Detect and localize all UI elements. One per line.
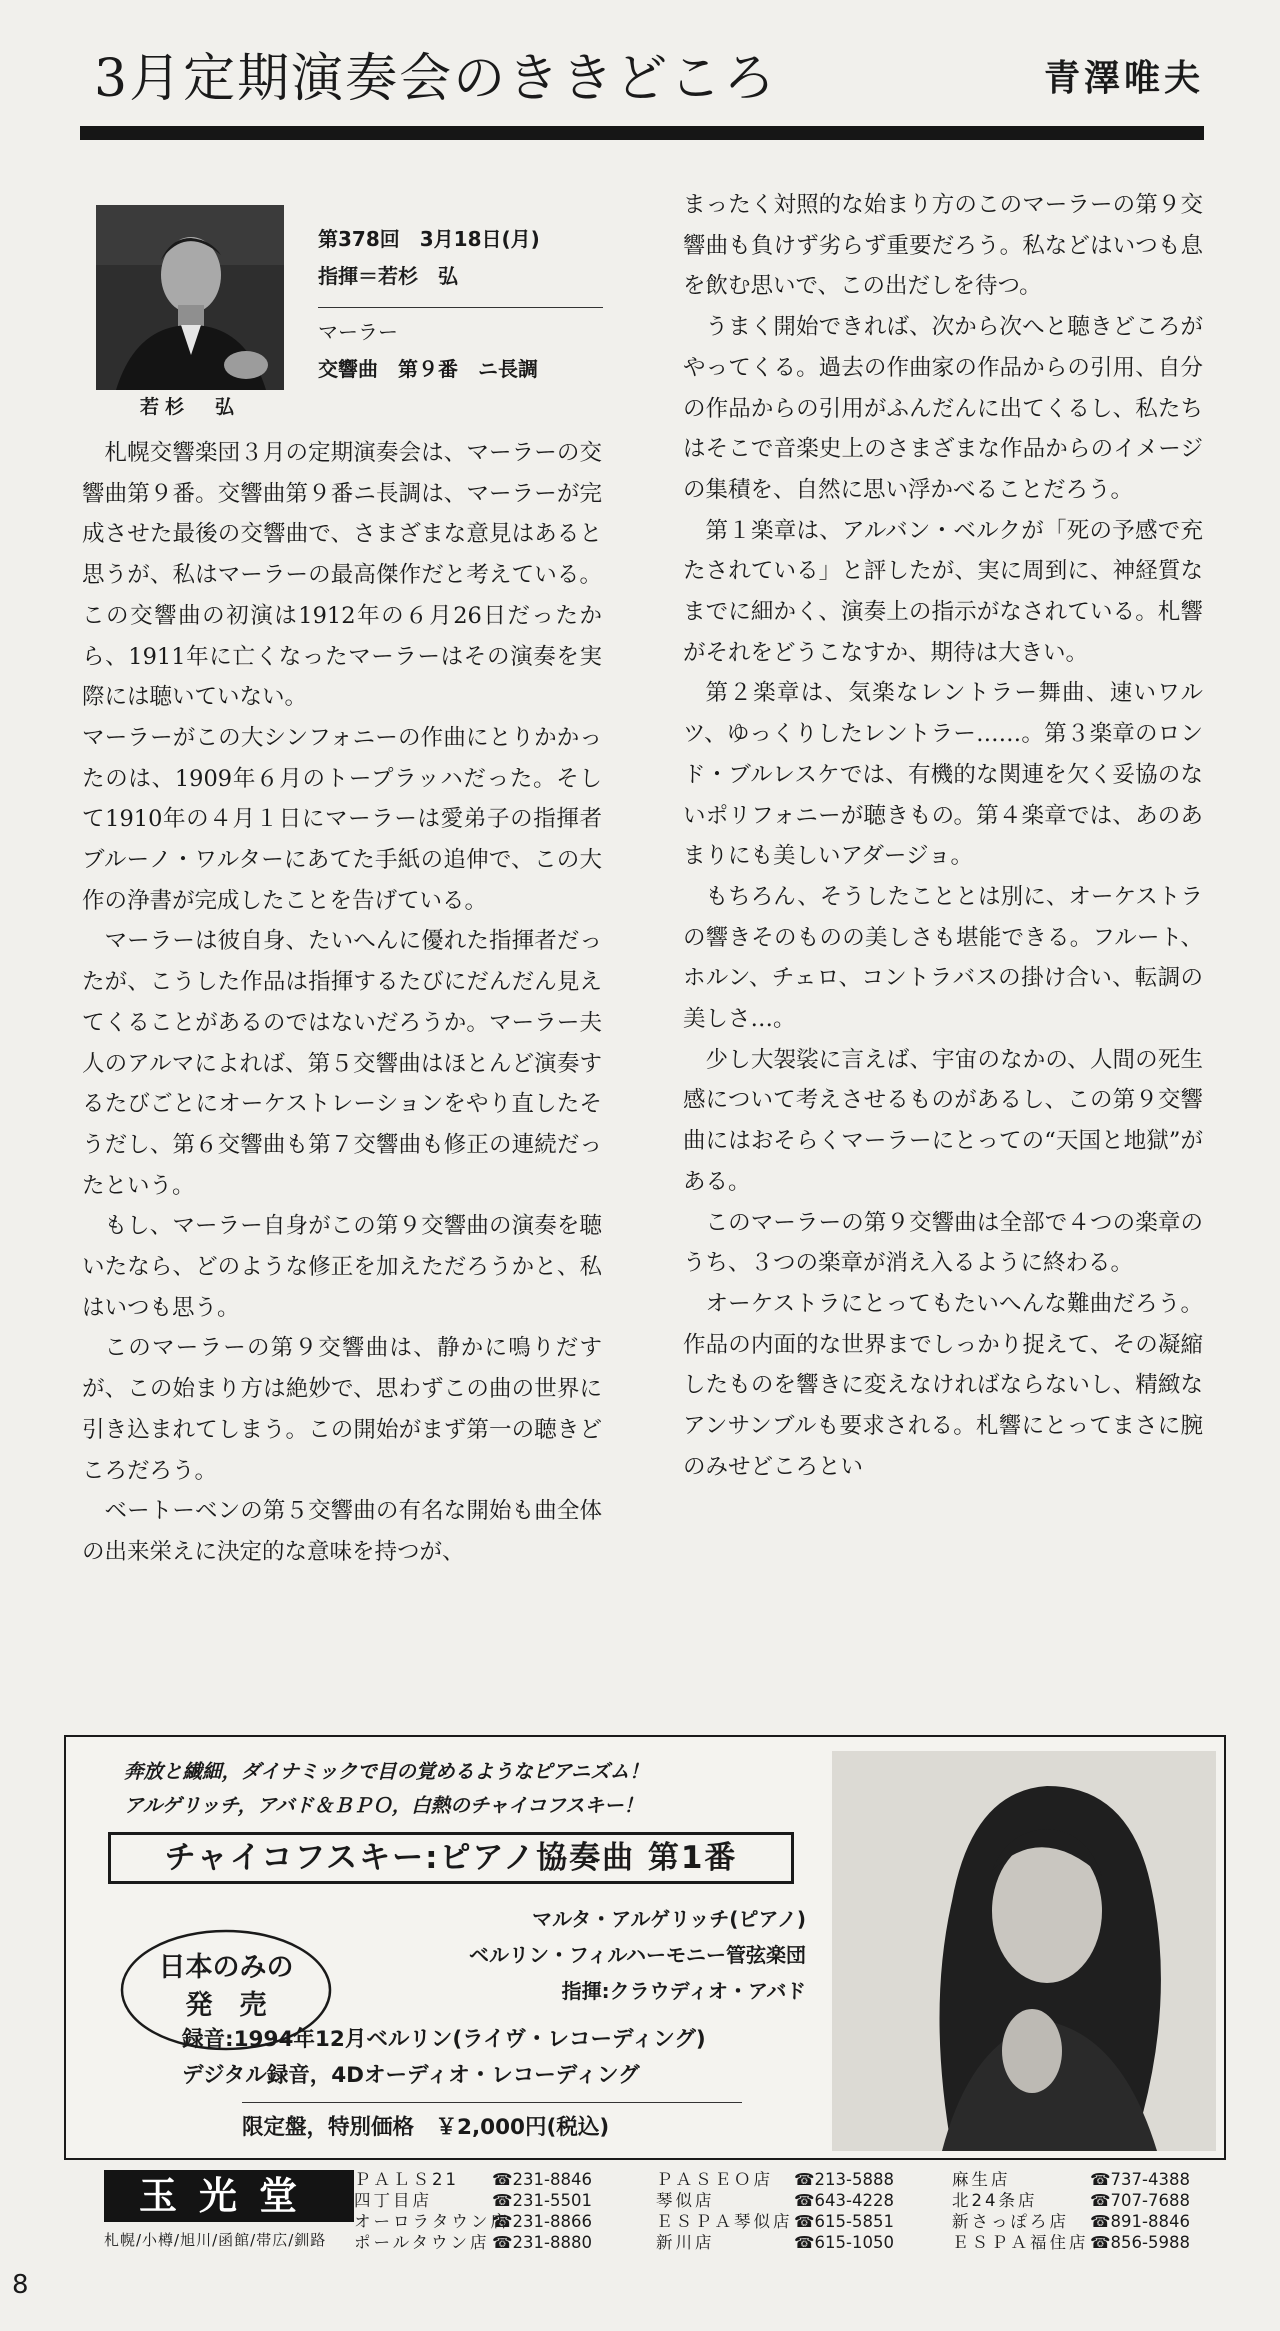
store-tel: ☎856-5988 bbox=[1090, 2233, 1190, 2252]
paragraph: このマーラーの第９交響曲は全部で４つの楽章のうち、３つの楽章が消え入るように終わる。 bbox=[683, 1209, 1203, 1277]
store-tel: ☎737-4388 bbox=[1090, 2170, 1190, 2189]
ad-catchcopy bbox=[124, 1755, 814, 1823]
header-rule bbox=[80, 126, 1204, 140]
store-name: 新川店 bbox=[656, 2233, 715, 2252]
store-entry bbox=[354, 2169, 592, 2190]
performer-soloist: マルタ・アルゲリッチ(ピアノ) bbox=[532, 1907, 806, 1931]
ad-title: チャイコフスキー:ピアノ協奏曲 第1番 bbox=[108, 1832, 794, 1884]
badge-line: 発 売 bbox=[185, 1990, 267, 2021]
paragraph: 第２楽章は、気楽なレントラー舞曲、速いワルツ、ゆっくりしたレントラー……。第３楽章のロンド・ブルレスケでは、有機的な関連を欠く妥協のないポリフォニーが聴きもの。第４楽章では、あのあまりにも美しいアダージョ。 bbox=[683, 680, 1203, 870]
ad-performers bbox=[376, 1901, 806, 2009]
store-entry bbox=[952, 2232, 1190, 2253]
store-name: ＰＡＳＥＯ店 bbox=[656, 2170, 773, 2189]
concert-composer: マーラー bbox=[318, 320, 398, 344]
recording-line: 録音:1994年12月ベルリン(ライヴ・レコーディング) bbox=[182, 2027, 706, 2052]
ad-price: 限定盤，特別価格 ￥2,000円(税込) bbox=[242, 2102, 742, 2143]
store-name: 琴似店 bbox=[656, 2191, 715, 2210]
info-divider bbox=[318, 307, 603, 308]
cd-advertisement bbox=[64, 1735, 1226, 2254]
store-name: ＥＳＰＡ琴似店 bbox=[656, 2212, 793, 2231]
article-title: 3月定期演奏会のききどころ bbox=[94, 49, 778, 109]
ad-frame bbox=[64, 1735, 1226, 2160]
concert-work: 交響曲 第９番 ニ長調 bbox=[318, 357, 538, 381]
paragraph: 第１楽章は、アルバン・ベルクが「死の予感で充たされている」と評したが、実に周到に、神経質なまでに細かく、演奏上の指示がなされている。札響がそれをどうこなすか、期待は大きい。 bbox=[683, 517, 1203, 666]
paragraph: 少し大袈裟に言えば、宇宙のなかの、人間の死生感について考えさせるものがあるし、この第９交響曲にはおそらくマーラーにとっての“天国と地獄”がある。 bbox=[683, 1046, 1203, 1195]
store-list bbox=[354, 2169, 1226, 2253]
paragraph: マーラーは彼自身、たいへんに優れた指揮者だったが、こうした作品は指揮するたびにだんだん見えてくることがあるのではないだろうか。マーラー夫人のアルマによれば、第５交響曲はほとんど演奏するたびごとにオーケストレーションをやり直したそうだし、第６交響曲も第７交響曲も修正の連続だったという。 bbox=[82, 928, 602, 1199]
store-tel: ☎615-1050 bbox=[794, 2233, 894, 2252]
store-entry bbox=[952, 2211, 1190, 2232]
store-column bbox=[354, 2169, 592, 2253]
badge-line: 日本のみの bbox=[158, 1952, 294, 1983]
store-entry bbox=[952, 2190, 1190, 2211]
performer-orchestra: ベルリン・フィルハーモニー管弦楽団 bbox=[469, 1943, 806, 1967]
store-entry bbox=[656, 2190, 894, 2211]
store-name: ＥＳＰＡ福住店 bbox=[952, 2233, 1089, 2252]
store-tel: ☎707-7688 bbox=[1090, 2191, 1190, 2210]
store-tel: ☎643-4228 bbox=[794, 2191, 894, 2210]
page-number: 8 bbox=[12, 2270, 29, 2300]
paragraph: ベートーベンの第５交響曲の有名な開始も曲全体の出来栄えに決定的な意味を持つが、 bbox=[82, 1498, 602, 1565]
store-entry bbox=[354, 2190, 592, 2211]
store-name: 北24条店 bbox=[952, 2191, 1038, 2210]
store-tel: ☎213-5888 bbox=[794, 2170, 894, 2189]
article-header bbox=[80, 48, 1204, 110]
conductor-photo bbox=[96, 205, 284, 390]
store-name: ＰＡＬＳ21 bbox=[354, 2170, 459, 2189]
store-entry bbox=[354, 2232, 592, 2253]
store-tel: ☎891-8846 bbox=[1090, 2212, 1190, 2231]
paragraph: 札幌交響楽団３月の定期演奏会は、マーラーの交響曲第９番。交響曲第９番ニ長調は、マーラーが完成させた最後の交響曲で、さまざまな意見はあると思うが、私はマーラーの最高傑作だと考えている。この交響曲の初演は1912年の６月26日だったから、1911年に亡くなったマーラーはその演奏を実際には聴いていない。 bbox=[82, 440, 602, 711]
pianist-photo bbox=[832, 1751, 1216, 2151]
article-author: 青澤唯夫 bbox=[1043, 58, 1204, 99]
paragraph: もし、マーラー自身がこの第９交響曲の演奏を聴いたなら、どのような修正を加えただろうかと、私はいつも思う。 bbox=[82, 1213, 602, 1321]
store-entry bbox=[656, 2211, 894, 2232]
paragraph: もちろん、そうしたこととは別に、オーケストラの響きそのものの美しさも堪能できる。フルート、ホルン、チェロ、コントラバスの掛け合い、転調の美しさ…。 bbox=[683, 883, 1203, 1033]
performer-conductor: 指揮:クラウディオ・アバド bbox=[561, 1979, 806, 2003]
paragraph: まったく対照的な始まり方のこのマーラーの第９交響曲も負けず劣らず重要だろう。私などはいつも息を飲む思いで、この出だしを待つ。 bbox=[683, 192, 1203, 300]
store-name: 麻生店 bbox=[952, 2170, 1011, 2189]
ad-catch-line: アルゲリッチ，アバド＆ＢＰＯ，白熱のチャイコフスキー！ bbox=[124, 1794, 644, 1817]
store-tel: ☎231-8846 bbox=[492, 2170, 592, 2189]
shop-cities: 札幌/小樽/旭川/函館/帯広/釧路 bbox=[104, 2231, 327, 2249]
store-entry bbox=[656, 2169, 894, 2190]
store-name: ポールタウン店 bbox=[354, 2233, 490, 2252]
store-column bbox=[656, 2169, 894, 2253]
conductor-portrait-image bbox=[96, 205, 284, 390]
concert-number-date: 第378回 3月18日(月) bbox=[318, 227, 540, 251]
recording-line: デジタル録音，4Dオーディオ・レコーディング bbox=[182, 2063, 640, 2088]
ad-recording-info bbox=[182, 2022, 802, 2094]
gyokkodo-logo: 玉光堂 bbox=[104, 2170, 354, 2222]
store-tel: ☎231-5501 bbox=[492, 2191, 592, 2210]
pianist-portrait-image bbox=[832, 1751, 1216, 2151]
article-left-column bbox=[82, 433, 602, 1573]
store-name: 新さっぽろ店 bbox=[952, 2212, 1069, 2231]
store-tel: ☎231-8880 bbox=[492, 2233, 592, 2252]
store-tel: ☎615-5851 bbox=[794, 2212, 894, 2231]
ad-catch-line: 奔放と繊細，ダイナミックで目の覚めるようなピアニズム！ bbox=[124, 1760, 649, 1783]
store-entry bbox=[656, 2232, 894, 2253]
photo-caption: 若杉 弘 bbox=[139, 396, 240, 418]
store-name: オーロラタウン店 bbox=[354, 2212, 510, 2231]
store-tel: ☎231-8866 bbox=[492, 2212, 592, 2231]
paragraph: このマーラーの第９交響曲は、静かに鳴りだすが、この始まり方は絶妙で、思わずこの曲の世界に引き込まれてしまう。この開始がまず第一の聴きどころだろう。 bbox=[82, 1335, 602, 1484]
store-entry bbox=[354, 2211, 592, 2232]
paragraph: オーケストラにとってもたいへんな難曲だろう。作品の内面的な世界までしっかり捉えて、その凝縮したものを響きに変えなければならないし、精緻なアンサンブルも要求される。札響にとってまさに腕のみせどころとい bbox=[683, 1290, 1203, 1480]
concert-info bbox=[318, 221, 603, 388]
store-name: 四丁目店 bbox=[354, 2191, 432, 2210]
paragraph: うまく開始できれば、次から次へと聴きどころがやってくる。過去の作曲家の作品からの引用、自分の作品からの引用がふんだんに出てくるし、私たちはそこで音楽史上のさまざまな作品からのイメージの集積を、自然に思い浮かべることだろう。 bbox=[683, 314, 1203, 503]
store-entry bbox=[952, 2169, 1190, 2190]
article-right-column bbox=[683, 185, 1203, 1488]
concert-conductor: 指揮＝若杉 弘 bbox=[318, 264, 458, 288]
paragraph: マーラーがこの大シンフォニーの作曲にとりかかったのは、1909年６月のトープラッハだった。そして1910年の４月１日にマーラーは愛弟子の指揮者ブルーノ・ワルターにあてた手紙の追伸で、この大作の浄書が完成したことを告げている。 bbox=[82, 724, 602, 914]
store-column bbox=[952, 2169, 1190, 2253]
